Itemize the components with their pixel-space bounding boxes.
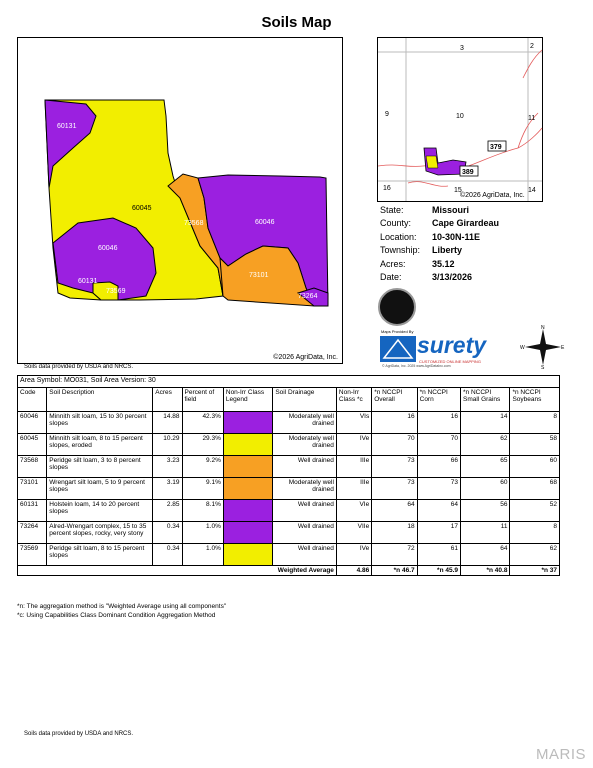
- page-title: Soils Map: [261, 14, 332, 31]
- cell-desc: Holstein loam, 14 to 20 percent slopes: [47, 500, 153, 522]
- maris-watermark: MARIS: [536, 746, 587, 763]
- map-copyright: ©2026 AgriData, Inc.: [273, 354, 338, 361]
- area-symbol: Area Symbol: MO031, Soil Area Version: 30: [18, 376, 560, 388]
- map-label-60131-north: 60131: [57, 123, 77, 130]
- cell-small: 65: [461, 456, 510, 478]
- table-row: [18, 544, 560, 566]
- class-legend-swatch: [223, 412, 272, 434]
- cell-corn: 64: [417, 500, 460, 522]
- map-label-60046-east: 60046: [255, 219, 275, 226]
- svg-text:E: E: [561, 345, 565, 351]
- class-legend-swatch: [223, 478, 272, 500]
- cell-drainage: Moderately well drained: [273, 478, 337, 500]
- section-15: 15: [454, 187, 462, 194]
- cell-desc: Minnith silt loam, 8 to 15 percent slopes, eroded: [47, 434, 153, 456]
- compass-rose-icon: [521, 325, 565, 369]
- class-legend-swatch: [223, 500, 272, 522]
- agrid-logo-icon: [378, 288, 416, 326]
- cell-desc: Alred-Wrengart complex, 15 to 35 percent slopes, rocky, very stony: [47, 522, 153, 544]
- cell-drainage: Moderately well drained: [273, 434, 337, 456]
- surety-tagline: CUSTOMIZED ONLINE MAPPING: [419, 359, 481, 364]
- footnote-c: *c: Using Capabilities Class Dominant Condition Aggregation Method: [17, 612, 216, 619]
- cell-small: 62: [461, 434, 510, 456]
- section-10: 10: [456, 113, 464, 120]
- cell-acres: 3.19: [153, 478, 182, 500]
- cell-pct: 42.3%: [182, 412, 223, 434]
- section-3: 3: [460, 45, 464, 52]
- cell-cls: IVe: [336, 434, 371, 456]
- info-township: Township: Liberty: [380, 245, 463, 256]
- cell-code: 60131: [18, 500, 47, 522]
- info-date: Date: 3/13/2026: [380, 272, 473, 283]
- cell-small: 14: [461, 412, 510, 434]
- cell-pct: 9.2%: [182, 456, 223, 478]
- cell-corn: 61: [417, 544, 460, 566]
- surety-small: © AgriData, Inc. 2025 www.AgriDataInc.com: [382, 364, 451, 368]
- cell-desc: Peridge silt loam, 8 to 15 percent slopes: [47, 544, 153, 566]
- cell-overall: 72: [372, 544, 417, 566]
- cell-overall: 64: [372, 500, 417, 522]
- info-acres: Acres: 35.12: [380, 258, 455, 269]
- cell-corn: 70: [417, 434, 460, 456]
- cell-soy: 8: [510, 522, 560, 544]
- soils-table: [17, 375, 560, 576]
- table-row: [18, 522, 560, 544]
- cell-code: 73101: [18, 478, 47, 500]
- table-row: [18, 412, 560, 434]
- cell-cls: IIIe: [336, 456, 371, 478]
- cell-pct: 9.1%: [182, 478, 223, 500]
- cell-code: 73264: [18, 522, 47, 544]
- cell-drainage: Well drained: [273, 522, 337, 544]
- cell-corn: 17: [417, 522, 460, 544]
- cell-acres: 0.34: [153, 544, 182, 566]
- cell-cls: VIe: [336, 500, 371, 522]
- cell-cls: VIIe: [336, 522, 371, 544]
- cell-pct: 29.3%: [182, 434, 223, 456]
- table-header-row: Code Soil Description Acres Percent of field Non-Irr Class Legend Soil Drainage Non-Irr Class *c *n NCCPI Overall *n NCCPI Corn *n NCCPI Small Grains *n NCCPI Soybeans: [18, 388, 560, 412]
- soils-credit-bottom: Soils data provided by USDA and NRCS.: [24, 731, 134, 737]
- route-379: 379: [490, 144, 502, 151]
- section-9: 9: [385, 111, 389, 118]
- cell-drainage: Well drained: [273, 500, 337, 522]
- maps-provided-by: Maps Provided By: [381, 329, 414, 334]
- cell-desc: Minnith silt loam, 15 to 30 percent slopes: [47, 412, 153, 434]
- cell-acres: 14.88: [153, 412, 182, 434]
- cell-desc: Peridge silt loam, 3 to 8 percent slopes: [47, 456, 153, 478]
- table-row: [18, 434, 560, 456]
- weighted-average-row: Weighted Average 4.86 *n 46.7 *n 45.9 *n 40.8 *n 37: [18, 566, 560, 576]
- class-legend-swatch: [223, 434, 272, 456]
- cell-drainage: Well drained: [273, 544, 337, 566]
- cell-small: 11: [461, 522, 510, 544]
- location-map: [377, 37, 543, 202]
- route-389: 389: [462, 169, 474, 176]
- cell-drainage: Well drained: [273, 456, 337, 478]
- section-16: 16: [383, 185, 391, 192]
- info-county: County: Cape Girardeau: [380, 218, 500, 229]
- class-legend-swatch: [223, 522, 272, 544]
- cell-pct: 1.0%: [182, 522, 223, 544]
- info-state: State: Missouri: [380, 205, 470, 215]
- cell-overall: 73: [372, 478, 417, 500]
- cell-code: 73569: [18, 544, 47, 566]
- cell-small: 60: [461, 478, 510, 500]
- cell-corn: 66: [417, 456, 460, 478]
- location-copyright: ©2026 AgriData, Inc.: [460, 192, 525, 199]
- section-11: 11: [528, 115, 536, 122]
- cell-drainage: Moderately well drained: [273, 412, 337, 434]
- map-label-60131-west: 60131: [78, 278, 98, 285]
- cell-soy: 8: [510, 412, 560, 434]
- cell-pct: 1.0%: [182, 544, 223, 566]
- cell-soy: 60: [510, 456, 560, 478]
- map-label-60045: 60045: [132, 205, 152, 212]
- cell-acres: 3.23: [153, 456, 182, 478]
- svg-text:W: W: [520, 345, 525, 351]
- cell-desc: Wrengart silt loam, 5 to 9 percent slopes: [47, 478, 153, 500]
- cell-overall: 73: [372, 456, 417, 478]
- cell-cls: IIIe: [336, 478, 371, 500]
- cell-corn: 16: [417, 412, 460, 434]
- map-label-73569: 73569: [106, 288, 126, 295]
- cell-code: 60045: [18, 434, 47, 456]
- surety-logo: [380, 334, 520, 366]
- cell-soy: 68: [510, 478, 560, 500]
- table-row: [18, 456, 560, 478]
- map-label-73101: 73101: [249, 272, 269, 279]
- cell-cls: IVe: [336, 544, 371, 566]
- cell-acres: 10.29: [153, 434, 182, 456]
- cell-cls: VIs: [336, 412, 371, 434]
- table-row: [18, 478, 560, 500]
- cell-overall: 18: [372, 522, 417, 544]
- cell-pct: 8.1%: [182, 500, 223, 522]
- class-legend-swatch: [223, 544, 272, 566]
- section-2: 2: [530, 43, 534, 50]
- cell-code: 60046: [18, 412, 47, 434]
- cell-overall: 16: [372, 412, 417, 434]
- svg-text:S: S: [541, 365, 545, 371]
- map-label-73568: 73568: [184, 220, 204, 227]
- cell-soy: 52: [510, 500, 560, 522]
- class-legend-swatch: [223, 456, 272, 478]
- cell-acres: 0.34: [153, 522, 182, 544]
- cell-corn: 73: [417, 478, 460, 500]
- soils-map: [17, 37, 343, 364]
- cell-soy: 58: [510, 434, 560, 456]
- footnote-n: *n: The aggregation method is "Weighted Average using all components": [17, 603, 227, 610]
- parcel-info: [380, 204, 499, 284]
- table-row: [18, 500, 560, 522]
- cell-small: 64: [461, 544, 510, 566]
- map-label-73264: 73264: [298, 293, 318, 300]
- cell-acres: 2.85: [153, 500, 182, 522]
- svg-text:N: N: [541, 325, 545, 331]
- cell-small: 56: [461, 500, 510, 522]
- cell-soy: 62: [510, 544, 560, 566]
- map-label-60046-west: 60046: [98, 245, 118, 252]
- section-14: 14: [528, 187, 536, 194]
- soils-credit: Soils data provided by USDA and NRCS.: [24, 364, 134, 370]
- cell-overall: 70: [372, 434, 417, 456]
- surety-brand: surety: [417, 332, 487, 358]
- info-location: Location: 10-30N-11E: [380, 231, 481, 242]
- cell-code: 73568: [18, 456, 47, 478]
- surety-globe-icon: [380, 336, 416, 362]
